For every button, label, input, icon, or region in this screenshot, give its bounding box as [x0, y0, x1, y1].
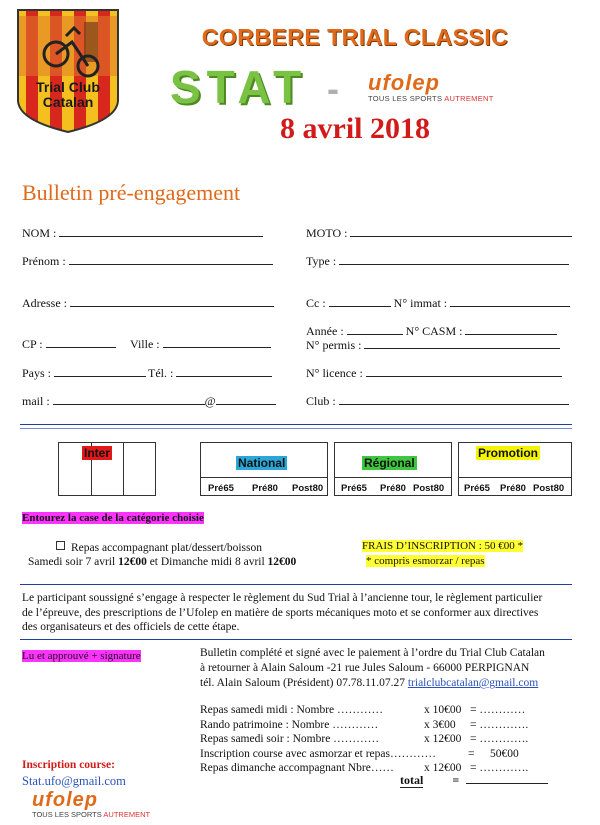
ufolep-word-text: ufolep: [368, 70, 440, 95]
tarif-result-5[interactable]: = ………….: [470, 762, 529, 774]
tarif-mult-5: x 12€00: [424, 762, 462, 774]
signature-instructions: [200, 646, 545, 691]
ville-line[interactable]: [163, 338, 271, 348]
type-line[interactable]: [339, 255, 569, 265]
tarif-label-1: Repas samedi midi : Nombre …………: [200, 704, 384, 716]
cc-field[interactable]: [306, 296, 570, 311]
ufolep-bottom-tagline: [32, 810, 150, 819]
tarifs-labels: [200, 703, 436, 776]
instruction-tel-line: [200, 676, 545, 691]
cc-line[interactable]: [329, 297, 391, 307]
promotion-post80: Post80: [533, 483, 565, 494]
national-pre80: Pré80: [252, 483, 278, 494]
club-line[interactable]: [339, 395, 569, 405]
logo-text: [22, 80, 114, 110]
cp-label: CP :: [22, 337, 43, 351]
permis-field[interactable]: [306, 338, 560, 353]
club-label: Club :: [306, 394, 336, 408]
tarif-result-2[interactable]: = ………….: [470, 718, 529, 731]
tarif-mult-4: =: [468, 747, 475, 760]
immat-label: N° immat :: [393, 296, 448, 310]
regional-post80: Post80: [413, 483, 445, 494]
ufolep-bottom-tag-2: AUTREMENT: [103, 810, 151, 819]
repas-price-dimanche: 12€00: [267, 556, 297, 568]
prenom-line[interactable]: [69, 255, 273, 265]
licence-line[interactable]: [366, 367, 562, 377]
mail-field[interactable]: [22, 394, 276, 409]
prenom-field[interactable]: [22, 254, 273, 269]
annee-line[interactable]: [347, 325, 403, 335]
nom-field[interactable]: [22, 226, 263, 241]
total-row[interactable]: [400, 773, 548, 788]
licence-label: N° licence :: [306, 366, 363, 380]
tel-text: tél. Alain Saloum (Président) 07.78.11.07.27: [200, 677, 408, 689]
mail-line-domain[interactable]: [216, 395, 276, 405]
club-field[interactable]: [306, 394, 569, 409]
engagement-text: [22, 591, 542, 635]
tel-line[interactable]: [176, 367, 272, 377]
tarif-label-3: Repas samedi soir : Nombre …………: [200, 733, 380, 745]
casm-line[interactable]: [465, 325, 557, 335]
ufolep-logo-bottom: [32, 790, 150, 819]
immat-line[interactable]: [450, 297, 570, 307]
logo-text-line-1: Trial Club: [36, 79, 100, 95]
form-heading: Bulletin pré-engagement: [22, 180, 241, 205]
event-title: CORBERE TRIAL CLASSIC: [201, 24, 509, 50]
promotion-divider: [459, 477, 571, 478]
inscription-label: Inscription course:: [22, 759, 115, 771]
repas-dates-part-2: et Dimanche midi 8 avril: [146, 556, 268, 568]
tarifs-results: [470, 703, 528, 776]
total-line[interactable]: [466, 774, 548, 784]
instruction-line-2: à retourner à Alain Saloum -21 rue Jules Saloum - 66000 PERPIGNAN: [200, 662, 530, 674]
tarif-result-4: 50€00: [490, 747, 519, 760]
title-dash: -: [327, 68, 339, 109]
ufolep-bottom-word: ufolep: [32, 789, 98, 811]
tarif-label-4: Inscription course avec asmorzar et repas…………: [200, 747, 436, 760]
frais-inscription: FRAIS D’INSCRIPTION : 50 €00 *: [362, 540, 524, 552]
moto-line[interactable]: [350, 227, 572, 237]
instruction-line-1: Bulletin complété et signé avec le paiement à l’ordre du Trial Club Catalan: [200, 647, 545, 659]
ufolep-tag-part-2: AUTREMENT: [444, 94, 494, 103]
permis-label: N° permis :: [306, 338, 362, 352]
regional-pre65: Pré65: [341, 483, 367, 494]
repas-dates: [28, 556, 296, 568]
ufolep-word: [368, 70, 494, 96]
tarif-mult-2: x 3€00: [424, 718, 456, 731]
stat-title: STAT: [170, 61, 308, 113]
ville-label: Ville :: [130, 337, 160, 351]
frais-note: * compris esmorzar / repas: [366, 555, 485, 567]
national-pre65: Pré65: [208, 483, 234, 494]
total-equals: =: [452, 773, 460, 787]
licence-field[interactable]: [306, 366, 562, 381]
repas-checkbox-label: Repas accompagnant plat/dessert/boisson: [71, 542, 262, 554]
repas-dates-part-1: Samedi soir 7 avril: [28, 556, 119, 568]
engagement-line-1: Le participant soussigné s’engage à respecter le règlement du Sud Trial à l’ancienne tour, le règlement particulier: [22, 592, 543, 604]
category-label-regional: Régional: [364, 456, 415, 470]
mail-line-user[interactable]: [53, 395, 205, 405]
total-label: total: [400, 773, 424, 787]
regional-divider: [335, 477, 451, 478]
separator-bottom: [20, 639, 572, 640]
event-date: 8 avril 2018: [280, 112, 430, 145]
permis-line[interactable]: [364, 339, 560, 349]
separator-top-thin: [20, 428, 572, 429]
tarifs-multipliers: [424, 703, 475, 776]
nom-label: NOM :: [22, 226, 57, 240]
engagement-line-2: de l’épreuve, des prescriptions de l’Ufolep en matière de sports mécaniques moto et se conformer aux directives: [22, 606, 539, 619]
repas-option[interactable]: [56, 541, 262, 554]
moto-field[interactable]: [306, 226, 572, 241]
tel-label: Tél. :: [148, 366, 174, 380]
cc-label: Cc :: [306, 296, 326, 310]
tarif-result-1[interactable]: = …………: [470, 704, 526, 716]
pays-field[interactable]: [22, 366, 146, 381]
cp-line[interactable]: [46, 338, 116, 348]
type-label: Type :: [306, 254, 337, 268]
repas-checkbox[interactable]: [56, 541, 65, 550]
category-choose-note: Entourez la case de la catégorie choisie: [22, 512, 204, 524]
tel-field[interactable]: [148, 366, 272, 381]
annee-field[interactable]: [306, 324, 557, 339]
regional-pre80: Pré80: [380, 483, 406, 494]
tarif-label-2: Rando patrimoine : Nombre …………: [200, 718, 379, 731]
ufolep-bottom-tag-1: TOUS LES SPORTS: [32, 810, 102, 819]
mail-label: mail :: [22, 394, 50, 408]
prenom-label: Prénom :: [22, 254, 66, 268]
category-label-promotion: Promotion: [478, 446, 538, 460]
tarif-mult-3: x 12€00: [424, 733, 462, 745]
engagement-line-3: des organisateurs et des officiels de cette étape.: [22, 621, 240, 633]
repas-price-samedi: 12€00: [118, 556, 147, 568]
nom-line[interactable]: [59, 227, 263, 237]
tarif-result-3[interactable]: = ………….: [470, 733, 529, 745]
separator-middle: [20, 584, 572, 585]
logo-text-line-2: Catalan: [42, 94, 94, 110]
cp-field[interactable]: [22, 337, 116, 352]
tarif-mult-1: x 10€00: [424, 704, 462, 716]
ville-field[interactable]: [130, 337, 271, 352]
adresse-line[interactable]: [70, 297, 274, 307]
adresse-label: Adresse :: [22, 296, 67, 310]
promotion-pre80: Pré80: [500, 483, 526, 494]
tarif-label-5: Repas dimanche accompagnant Nbre……: [200, 762, 394, 774]
category-label-inter: Inter: [84, 446, 111, 460]
casm-label: N° CASM :: [405, 324, 463, 338]
inscription-email[interactable]: Stat.ufo@gmail.com: [22, 774, 126, 788]
pays-line[interactable]: [54, 367, 146, 377]
inter-cell-divider-2: [123, 443, 124, 495]
annee-label: Année :: [306, 324, 344, 338]
adresse-field[interactable]: [22, 296, 274, 311]
separator-top: [20, 424, 572, 425]
moto-label: MOTO :: [306, 226, 348, 240]
ufolep-tag-part-1: TOUS LES SPORTS: [368, 94, 443, 103]
type-field[interactable]: [306, 254, 569, 269]
signature-label: Lu et approuvé + signature: [22, 650, 141, 662]
club-email-link[interactable]: trialclubcatalan@gmail.com: [407, 677, 539, 689]
category-label-national: National: [238, 456, 286, 470]
pays-label: Pays :: [22, 366, 52, 380]
mail-at-sign: @: [204, 394, 216, 408]
promotion-pre65: Pré65: [464, 483, 490, 494]
national-divider: [201, 477, 327, 478]
ufolep-tagline: [368, 94, 494, 103]
national-post80: Post80: [292, 483, 324, 494]
ufolep-logo: [368, 70, 494, 103]
